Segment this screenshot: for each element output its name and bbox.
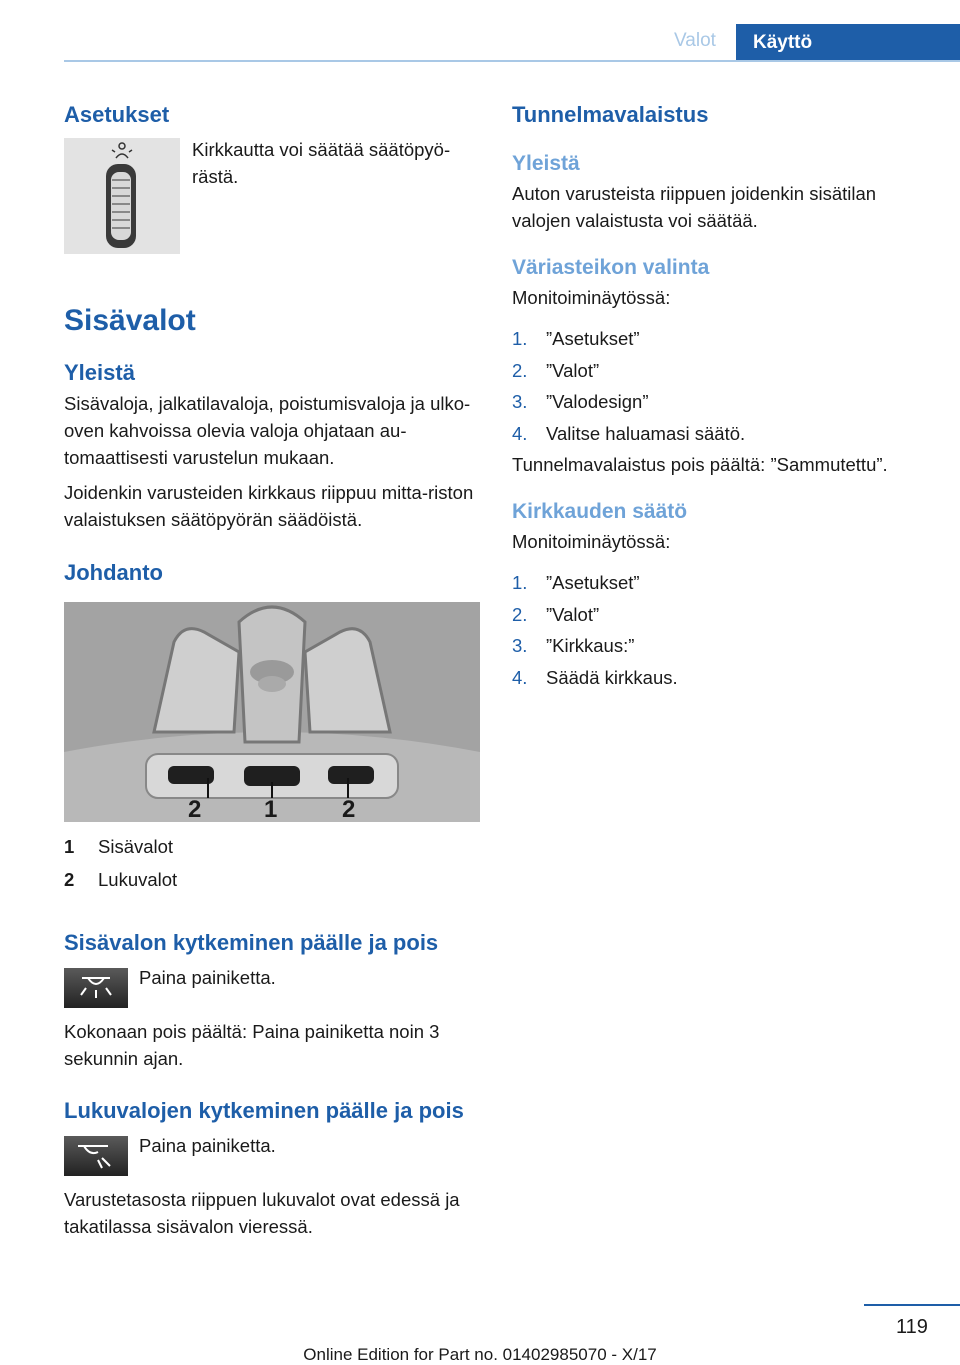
tunnelmavalaistus-title: Tunnelmavalaistus [512,102,709,127]
list-item: 4. Säädä kirkkaus. [512,666,678,688]
thumbwheel-illustration [64,138,180,254]
list-item: 4. Valitse haluamasi säätö. [512,422,746,444]
lukuvalo-heading: Lukuvalojen kytkeminen päälle ja pois [64,1098,464,1123]
sisavalo-action: Paina painiketta. [139,967,276,988]
list-item: 2. ”Valot” [512,359,600,381]
callout-1: 1 [264,796,278,822]
callout-2-left: 2 [188,796,202,822]
yleista-p2: Joidenkin varusteiden kirkkaus riippuu mitta‐riston valaistuksen säätöpyörän säädöistä. [64,482,474,530]
right-yleista-text: Auton varusteista riippuen joidenkin sisätilan valojen valaistusta voi säätää. [512,183,877,231]
kirkkaus-intro: Monitoiminäytössä: [512,531,671,552]
yleista-heading: Yleistä [64,360,135,385]
list-item: 2. ”Valot” [512,603,600,625]
left-column [64,100,480,1240]
header-rule [64,60,960,62]
right-yleista-heading: Yleistä [512,152,580,175]
right-column [512,100,932,693]
johdanto-heading: Johdanto [64,560,163,585]
footer-edition: Online Edition for Part no. 01402985070 - X/17 [303,1345,657,1364]
sisavalot-title: Sisävalot [64,304,196,337]
variasteikko-intro: Monitoiminäytössä: [512,287,671,308]
kirkkaus-heading: Kirkkauden säätö [512,500,688,523]
callout-2-right: 2 [342,796,356,822]
legend-item: 1 Sisävalot [64,836,174,857]
list-item: 3. ”Kirkkaus:” [512,635,635,656]
list-item: 1. ”Asetukset” [512,572,640,593]
page-number: 119 [896,1316,928,1338]
overhead-console-illustration [64,602,480,822]
asetukset-heading: Asetukset [64,102,170,127]
list-item: 1. ”Asetukset” [512,328,640,349]
sisavalo-text: Kokonaan pois päältä: Paina painiketta noin 3 sekunnin ajan. [64,1021,440,1069]
variasteikko-heading: Väriasteikon valinta [512,256,710,279]
interior-light-button-icon [64,968,128,1008]
lukuvalo-action: Paina painiketta. [139,1135,276,1156]
legend-item: 2 Lukuvalot [64,869,178,890]
variasteikko-note: Tunnelmavalaistus pois päältä: ”Sammutettu”. [512,454,888,475]
asetukset-text: Kirkkautta voi säätää säätöpyörästä. [192,139,451,187]
kirkkaus-steps [512,567,932,693]
johdanto-legend [64,830,480,896]
variasteikko-steps [512,323,932,449]
header-chapter-tab: Käyttö [736,24,960,62]
header-section-label: Valot [674,30,716,51]
yleista-p1: Sisävaloja, jalkatilavaloja, poistumisvaloja ja ulko‐oven kahvoissa olevia valoja ohjataan au‐tomaattisesti varustelun mukaan. [64,393,471,468]
list-item: 3. ”Valodesign” [512,391,649,412]
lukuvalo-text: Varustetasosta riippuen lukuvalot ovat edessä ja takatilassa sisävalon vieressä. [64,1189,460,1237]
reading-light-button-icon [64,1136,128,1176]
sisavalo-heading: Sisävalon kytkeminen päälle ja pois [64,930,439,955]
footer-rule [864,1304,960,1306]
